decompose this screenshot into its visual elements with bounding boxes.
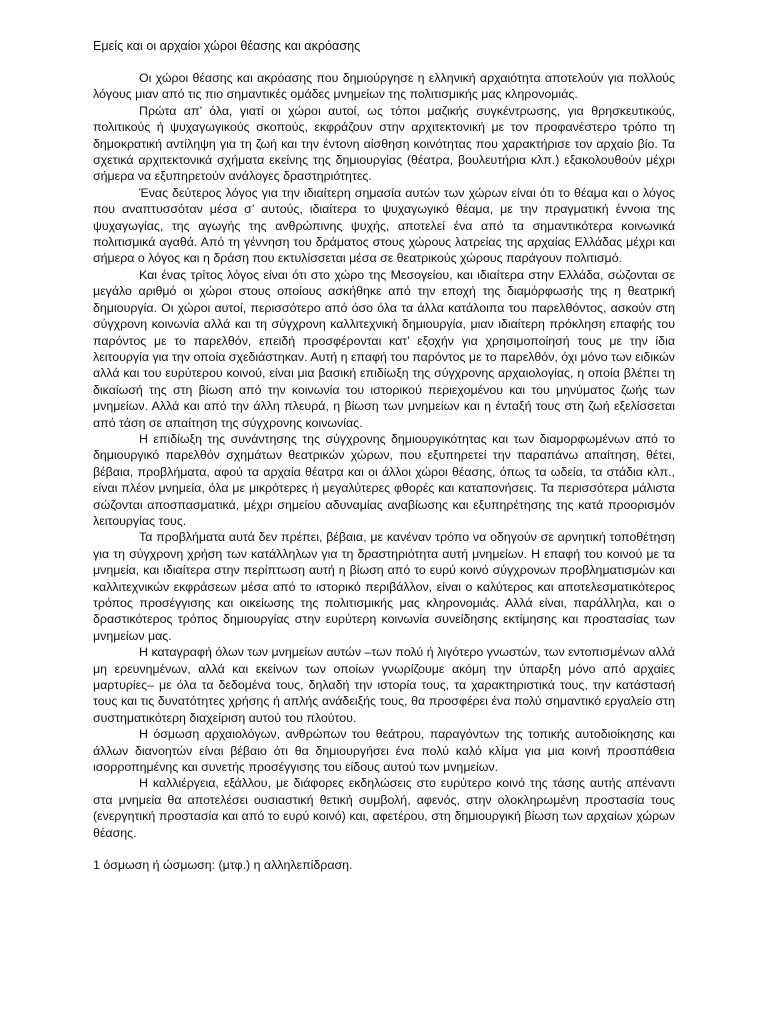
paragraph-9: Η καλλιέργεια, εξάλλου, με διάφορες εκδηλώσεις στο ευρύτερο κοινό της τάσης αυτής απέναντι στα μνημεία θα αποτελέσει ουσιαστική θετική συμβολή, αφενός, στην ολοκληρωμένη προστασία τους (ενεργητική προστασία και από το ευρύ κοινό) και, αφετέρου, στη δημιουργική βίωση των αρχαίων χώρων θέασης. [93,776,675,840]
paragraph-7: Η καταγραφή όλων των μνημείων αυτών –των πολύ ή λιγότερο γνωστών, των εντοπισμένων αλλά μη ερευνημένων, αλλά και εκείνων των οποίων γνωρίζουμε ακόμη την ύπαρξη μόνο από αρχαίες μαρτυρίες– με όλα τα δεδομένα τους, δηλαδή την ιστορία τους, τα χαρακτηριστικά τους, την κατάστασή τους και τις δυνατότητες χρήσης ή απλής ανάδειξής τους, θα προσφέρει ένα πολύ σημαντικό εργαλείο στη συστηματικότερη διαχείριση αυτού του πλούτου. [93,645,675,725]
paragraph-4: Και ένας τρίτος λόγος είναι ότι στο χώρο της Μεσογείου, και ιδιαίτερα στην Ελλάδα, σώζονται σε μεγάλο αριθμό οι χώροι στους οποίους ασκήθηκε από την εποχή της διαμόρφωσής της η θεατρική δημιουργία. Οι χώροι αυτοί, περισσότερο από όσο όλα τα άλλα κατάλοιπα του παρελθόντος, ασκούν στη σύγχρονη κοινωνία αλλά και τη σύγχρονη καλλιτεχνική δημιουργία, μιαν ιδιαίτερη πρόκληση επαφής του παρόντος με το παρελθόν, επειδή προσφέρονται κατ’ εξοχήν για χρησιμοποίησή τους με την ίδια λειτουργία για την οποία σχεδιάστηκαν. Αυτή η επαφή του παρόντος με το παρελθόν, όχι μόνο των ειδικών αλλά και του ευρύτερου κοινού, είναι μια βασική επιδίωξη της σύγχρονης αρχαιολογίας, η οποία βλέπει τη δικαίωσή της στη βίωση από την κοινωνία του ιστορικού περιεχομένου και του μηνύματος ζωής των μνημείων. Αλλά και από την άλλη πλευρά, η βίωση των μνημείων και η ένταξή τους στη ζωή εξελίσσεται από τάση σε απαίτηση της σύγχρονης κοινωνίας. [93,267,675,430]
paragraph-8: Η όσμωση αρχαιολόγων, ανθρώπων του θεάτρου, παραγόντων της τοπικής αυτοδιοίκησης και άλλων διανοητών είναι βέβαιο ότι θα δημιουργήσει ένα πολύ καλό κλίμα για μια κοινή προσπάθεια ισορροπημένης και συνετής προσέγγισης του είδους αυτού των μνημείων. [93,727,675,775]
paragraph-2: Πρώτα απ’ όλα, γιατί οι χώροι αυτοί, ως τόποι μαζικής συγκέντρωσης, για θρησκευτικούς, πολιτικούς ή ψυχαγωγικούς σκοπούς, εκφράζουν στην αρχιτεκτονική με τον προφανέστερο τρόπο τη δημοκρατική αντίληψη για τη ζωή και την έντονη αίσθηση κοινότητας που χαρακτήρισε τον αρχαίο βίο. Τα σχετικά αρχιτεκτονικά σχήματα εκείνης της δημιουργίας (θέατρα, βουλευτήρια κλπ.) εξακολουθούν μέχρι σήμερα να εξυπηρετούν ανάλογες δραστηριότητες. [93,103,675,184]
paragraph-1: Οι χώροι θέασης και ακρόασης που δημιούργησε η ελληνική αρχαιότητα αποτελούν για πολλούς λόγους μιαν από τις πιο σημαντικές ομάδες μνημείων της πολιτισμικής μας κληρονομιάς. [93,71,675,102]
document-page [93,38,675,1008]
paragraph-3: Ένας δεύτερος λόγος για την ιδιαίτερη σημασία αυτών των χώρων είναι ότι το θέαμα και ο λόγος που αναπτυσσόταν μέσα σ’ αυτούς, ιδιαίτερα το ψυχαγωγικό θέαμα, με την πραγματική έννοια της ψυχαγωγίας, της αγωγής της ανθρώπινης ψυχής, αποτελεί ένα από τα σημαντικότερα κοινωνικά πολιτισμικά αγαθά. Από τη γέννηση του δράματος στους χώρους λατρείας της αρχαίας Ελλάδας μέχρι και σήμερα ο λόγος και η δράση που εκτυλίσσεται μέσα σε θεατρικούς χώρους παράγουν πολιτισμό. [93,185,675,266]
paragraph-6: Τα προβλήματα αυτά δεν πρέπει, βέβαια, με κανέναν τρόπο να οδηγούν σε αρνητική τοποθέτηση για τη σύγχρονη χρήση των κατάλληλων για τη δραστηριότητα αυτή μνημείων. Η επαφή του κοινού με τα μνημεία, και ιδιαίτερα στην περίπτωση αυτή η βίωση από το ευρύ κοινό σύγχρονων προβληματισμών και καλλιτεχνικών εκφράσεων μέσα από το ιστορικό περιβάλλον, είναι ο καλύτερος και αποτελεσματικότερος τρόπος προσέγγισης και οικείωσης της πολιτισμικής μας κληρονομιάς. Αλλά είναι, παράλληλα, και ο δραστικότερος τρόπος δημιουργίας στην ευρύτερη κοινωνία συνείδησης εκτίμησης και προστασίας των μνημείων μας. [93,530,675,643]
paragraph-5: Η επιδίωξη της συνάντησης της σύγχρονης δημιουργικότητας και των διαμορφωμένων από το δημιουργικό παρελθόν σχημάτων θεατρικών χώρων, που εξυπηρετεί την παραπάνω απαίτηση, θέτει, βέβαια, προβλήματα, αφού τα αρχαία θέατρα και οι άλλοι χώροι θέασης, όπως τα ωδεία, τα στάδια κλπ., είναι πλέον μνημεία, όλα με μικρότερες ή μεγαλύτερες φθορές και καταπονήσεις. Τα περισσότερα μάλιστα σώζονται αποσπασματικά, μέχρι σημείου αδυναμίας αναβίωσης και εξυπηρέτησης της κατά προορισμόν λειτουργίας τους. [93,431,675,528]
document-title: Εμείς και οι αρχαίοι χώροι θέασης και ακρόασης [93,39,361,53]
footnote: 1 όσμωση ή ώσμωση: (μτφ.) η αλληλεπίδραση. [93,858,353,873]
